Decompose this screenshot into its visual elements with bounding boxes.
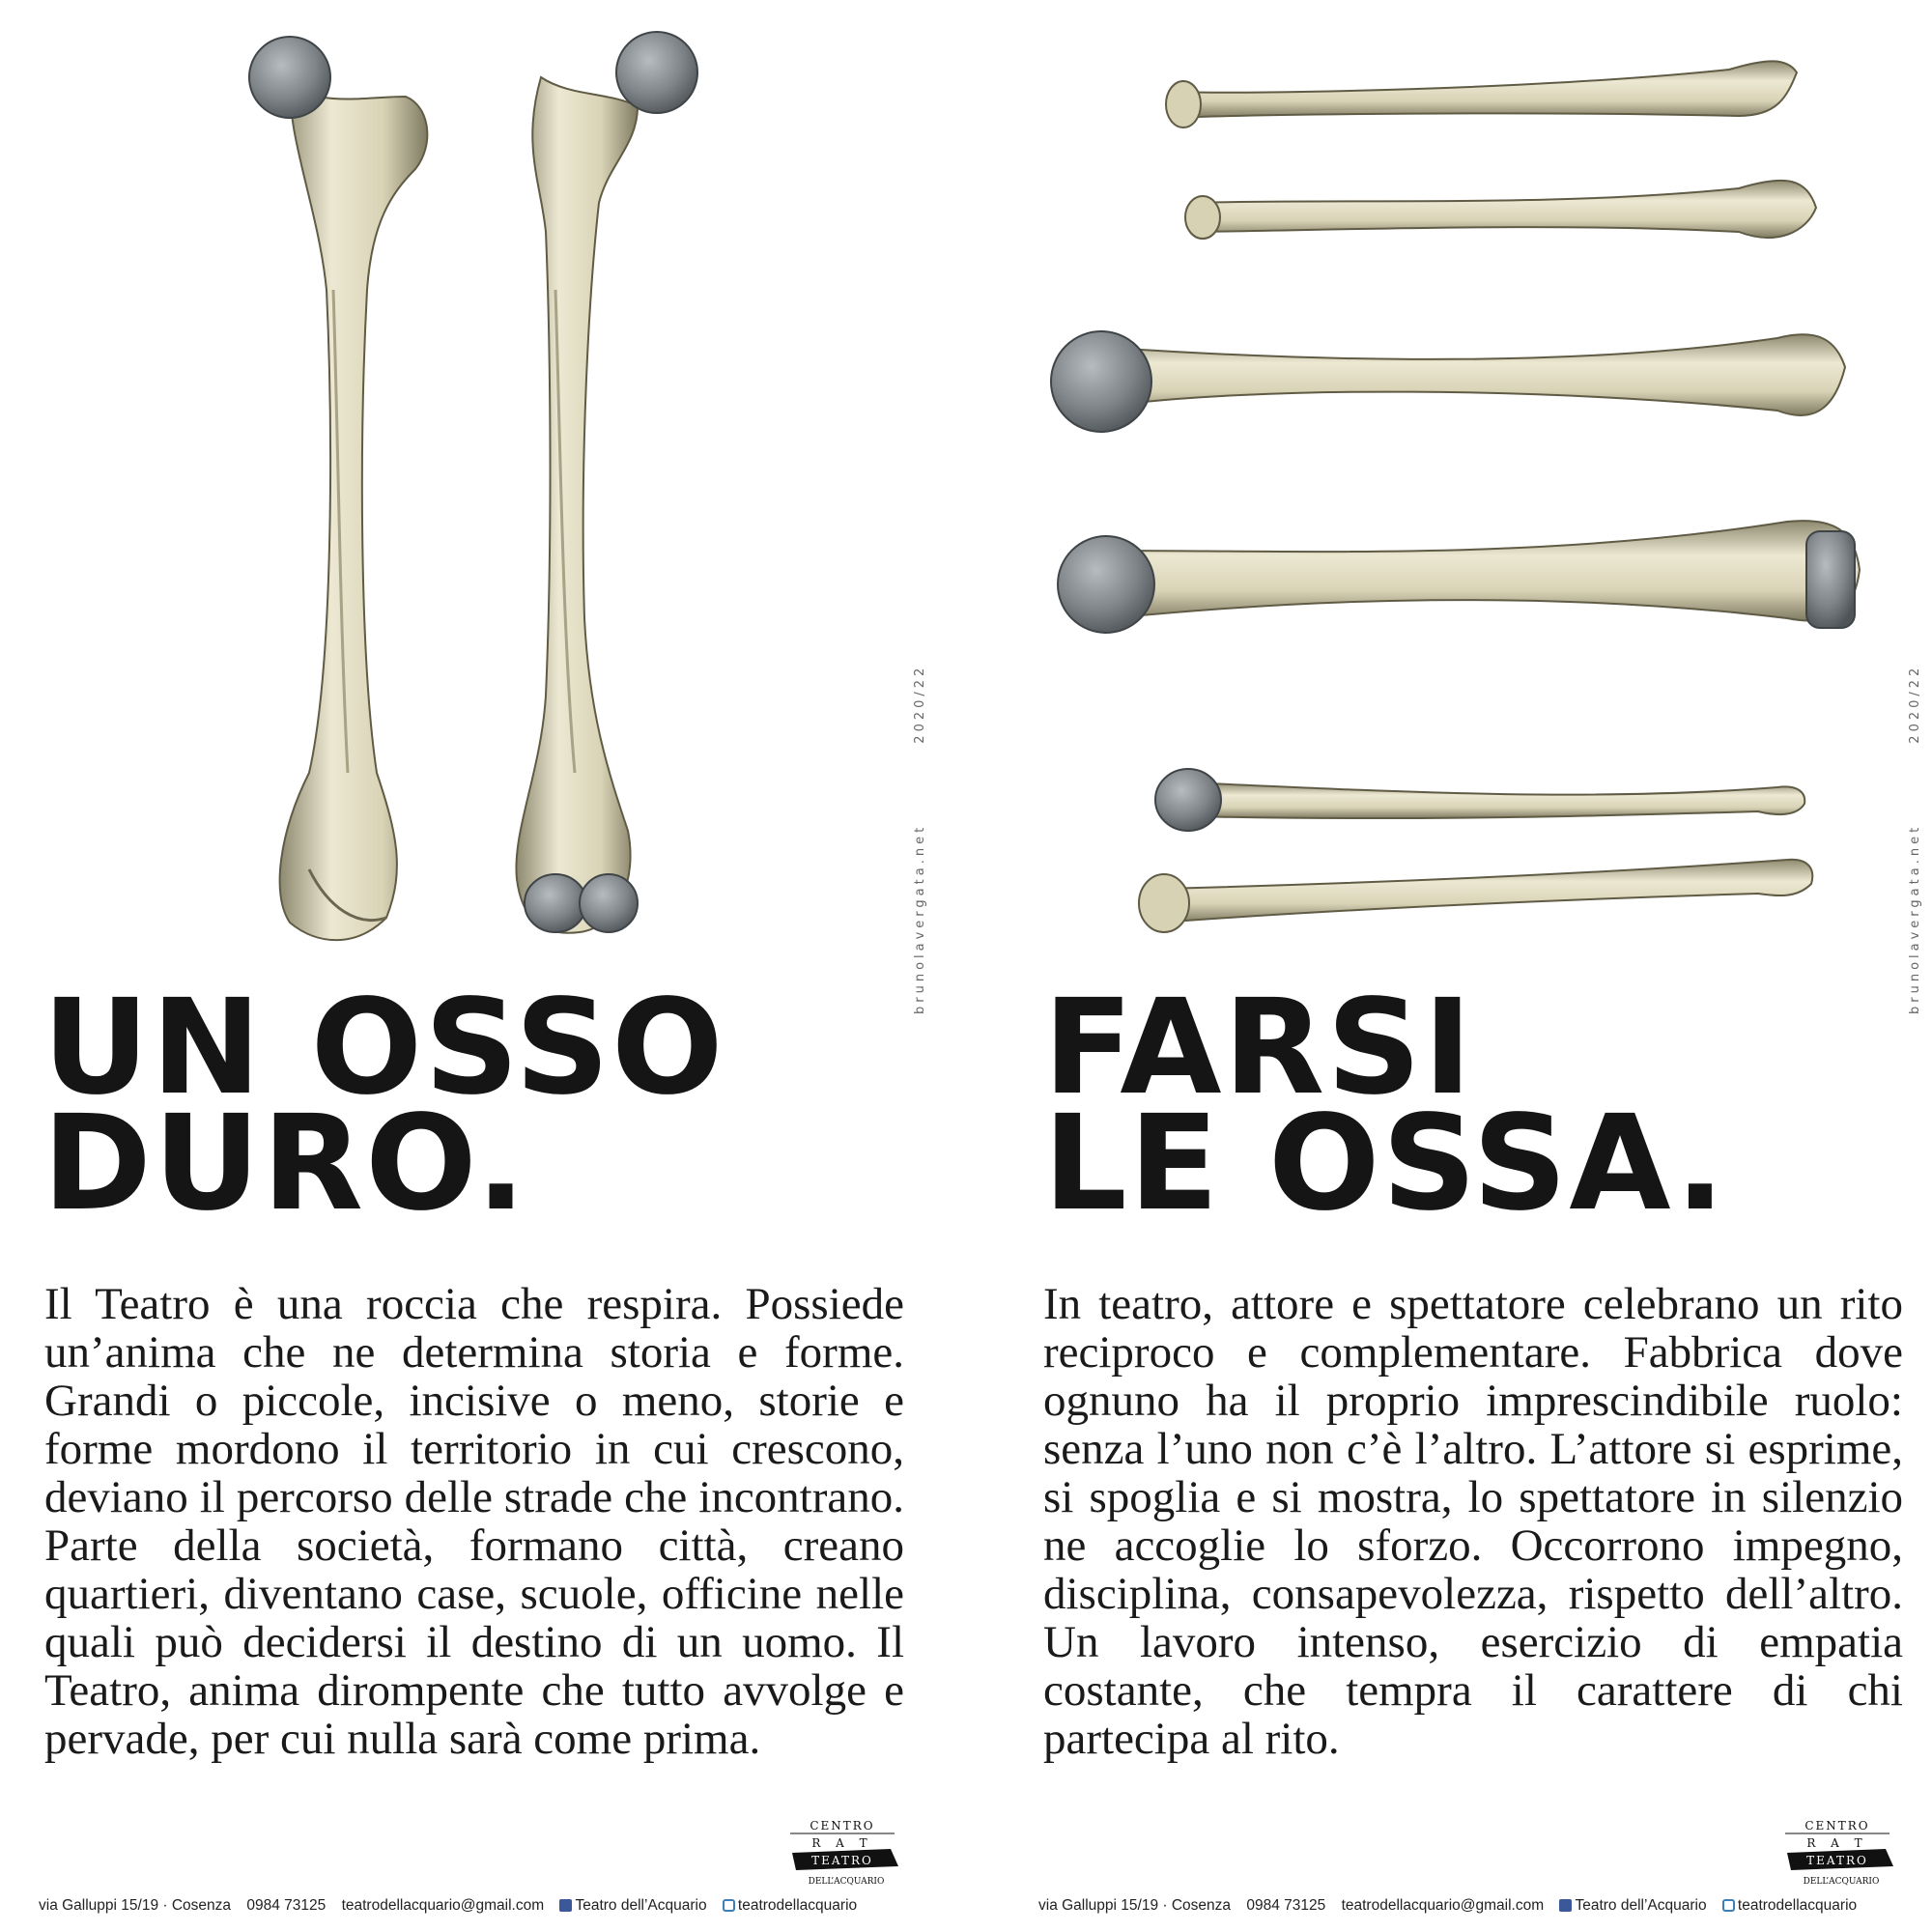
bone-5 [1155, 769, 1804, 831]
footer [1038, 1897, 1868, 1915]
headline-line-1: FARSI [1043, 972, 1474, 1124]
logo-text-line3: TEATRO [811, 1854, 873, 1867]
footer-instagram[interactable] [723, 1897, 857, 1914]
footer-instagram-label: teatrodellacquario [737, 1897, 858, 1914]
side-credit [913, 665, 927, 1014]
footer-phone: 0984 73125 [1246, 1897, 1326, 1914]
facebook-icon [559, 1899, 572, 1912]
logo-text-top: CENTRO [810, 1819, 875, 1833]
side-year: 2020/22 [1908, 664, 1922, 744]
footer-facebook[interactable] [559, 1897, 706, 1914]
side-credit [1908, 665, 1922, 1014]
footer-facebook[interactable] [1559, 1897, 1706, 1914]
logo-text-top: CENTRO [1804, 1819, 1870, 1833]
side-year: 2020/22 [913, 664, 927, 744]
femur-right [516, 32, 697, 933]
headline [1043, 972, 1727, 1240]
logo-text-mid: R A T [1806, 1836, 1868, 1850]
long-bones-illustration [966, 0, 1932, 1005]
footer-email[interactable]: teatrodellacquario@gmail.com [341, 1897, 545, 1914]
femur-left [249, 37, 427, 940]
footer-email[interactable]: teatrodellacquario@gmail.com [1341, 1897, 1545, 1914]
logo-centro-rat [784, 1816, 900, 1889]
footer-phone: 0984 73125 [246, 1897, 327, 1914]
footer-facebook-label: Teatro dell’Acquario [1575, 1897, 1707, 1914]
logo-text-bottom: DELL’ACQUARIO [1803, 1877, 1880, 1887]
logo-text-mid: R A T [811, 1836, 873, 1850]
instagram-icon [1722, 1899, 1735, 1912]
headline [43, 972, 725, 1240]
bone-6 [1139, 860, 1812, 932]
footer-instagram-label: teatrodellacquario [1737, 1897, 1858, 1914]
body-text: In teatro, attore e spettatore celebrano un rito reciproco e complementare. Fabbrica dove ognuno ha il proprio imprescindibile ruolo: senza l’uno non c’è l’altro. L’attore si esprime, si spoglia e si mostra, lo spettatore in silenzio ne accoglie lo sforzo. Occorrono impegno, disciplina, consapevolezza, rispetto dell’altro. Un lavoro intenso, esercizio di empatia costante, che tempra il carattere di chi partecipa al rito. [1043, 1279, 1903, 1764]
footer-address: via Galluppi 15/19 · Cosenza [1038, 1897, 1232, 1914]
body-text: Il Teatro è una roccia che respira. Possiede un’anima che ne determina storia e forme. Grandi o piccole, incisive o meno, storie e forme mordono il territorio in cui crescono, deviano il percorso delle strade che incontrano. Parte della società, formano città, creano quartieri, diventano case, scuole, officine nelle quali può decidersi il destino di un uomo. Il Teatro, anima dirompente che tutto avvolge e pervade, per cui nulla sarà come prima. [44, 1279, 904, 1764]
footer-instagram[interactable] [1722, 1897, 1857, 1914]
logo-text-line3: TEATRO [1806, 1854, 1868, 1867]
headline-line-2: LE OSSA. [1043, 1088, 1727, 1240]
poster-farsi-le-ossa [966, 0, 1932, 1932]
bone-3-humerus [1051, 331, 1845, 432]
instagram-icon [723, 1899, 735, 1912]
bone-1 [1166, 61, 1797, 128]
footer-facebook-label: Teatro dell’Acquario [575, 1897, 707, 1914]
facebook-icon [1559, 1899, 1572, 1912]
femur-illustration [0, 0, 966, 1005]
side-site: brunolavergata.net [1908, 823, 1922, 1014]
headline-line-1: UN OSSO [43, 972, 725, 1124]
logo-text-bottom: DELL’ACQUARIO [808, 1877, 885, 1887]
logo-centro-rat [1779, 1816, 1895, 1889]
footer [39, 1897, 868, 1915]
headline-line-2: DURO. [43, 1088, 528, 1240]
side-site: brunolavergata.net [913, 823, 927, 1014]
footer-address: via Galluppi 15/19 · Cosenza [39, 1897, 232, 1914]
bone-2 [1185, 181, 1816, 239]
bone-4-humerus [1058, 521, 1860, 633]
